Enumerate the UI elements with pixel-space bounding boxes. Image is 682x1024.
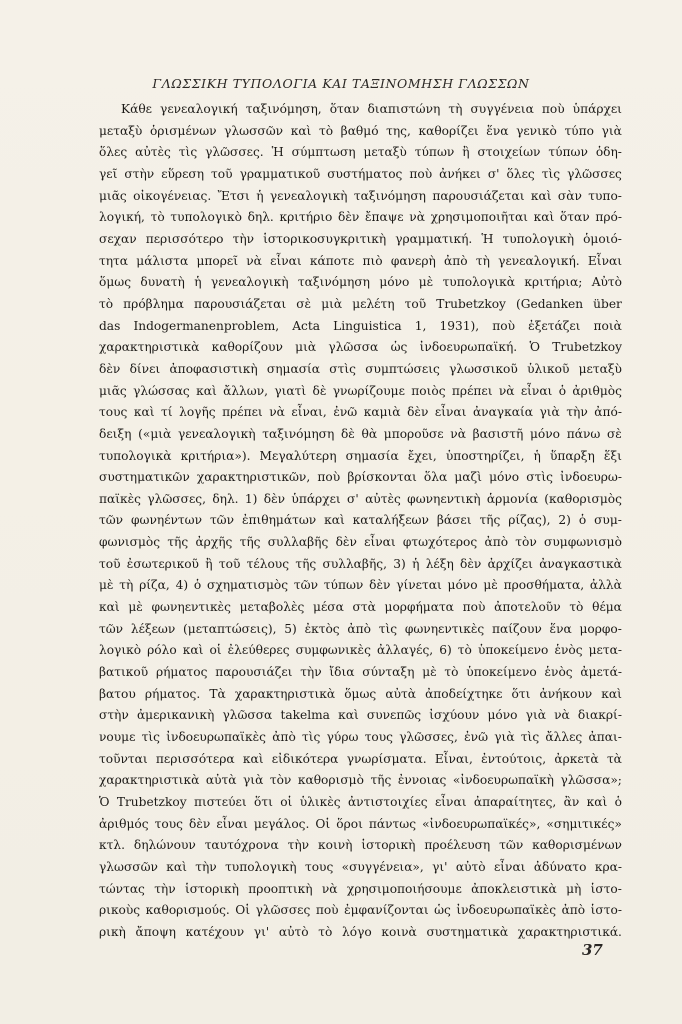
text-line: Ὁ Trubetzkoy πιστεύει ὅτι οἱ ὑλικὲς ἀντιστοιχίες εἶναι ἀπαραίτητες, ἂν καὶ ὁ bbox=[99, 795, 622, 809]
text-line: βατικοῦ ρήματος παρουσιάζει τὴν ἴδια σύνταξη μὲ τὸ ὑποκείμενο ἑνὸς ἀμετά- bbox=[99, 665, 622, 680]
text-line: τώντας τὴν ἱστορικὴ προοπτικὴ νὰ χρησιμοποιήσουμε ἀποκλειστικὰ μὴ ἱστο- bbox=[99, 881, 622, 896]
text-line: δειξη («μιὰ γενεαλογικὴ ταξινόμηση δὲ θὰ μποροῦσε νὰ βασιστῆ μόνο πάνω σὲ bbox=[99, 426, 622, 441]
text-line: τῶν λέξεων (μεταπτώσεις), 5) ἐκτὸς ἀπὸ τὶς φωνηεντικὲς παίζουν ἕνα μορφο- bbox=[99, 621, 622, 636]
text-line: Κάθε γενεαλογική ταξινόμηση, ὅταν διαπιστώνη τὴ συγγένεια ποὺ ὑπάρχει bbox=[121, 102, 622, 116]
text-line: στὴν ἀμερικανικὴ γλῶσσα takelma καὶ συνεπῶς ἰσχύουν μόνο γιὰ νὰ διακρί- bbox=[99, 708, 622, 723]
text-line: ρικοὺς καθορισμούς. Οἱ γλῶσσες ποὺ ἐμφανίζονται ὡς ἰνδοευρωπαϊκὲς ἀπὸ ἱστο- bbox=[99, 903, 622, 918]
text-line: γλωσσῶν καὶ τὴν τυπολογικὴ τους «συγγένεια», γι' αὐτὸ εἶναι ἀδύνατο κρα- bbox=[99, 859, 622, 874]
text-line: δὲν δίνει ἀποφασιστικὴ σημασία στὶς συμπτώσεις γλωσσικοῦ ὑλικοῦ μεταξὺ bbox=[99, 361, 622, 376]
text-line: λογική, τὸ τυπολογικὸ δηλ. κριτήριο δὲν ἔπαψε νὰ χρησιμοποιῆται καὶ ὅταν πρό- bbox=[99, 210, 622, 225]
text-line: τητα μάλιστα μπορεῖ νὰ εἶναι κάποτε πιὸ φανερὴ ἀπὸ τὴ γενεαλογική. Εἶναι bbox=[99, 253, 622, 268]
text-line: παϊκὲς γλῶσσες, δηλ. 1) δὲν ὑπάρχει σ' αὐτὲς φωνηεντικὴ ἁρμονία (καθορισμὸς bbox=[99, 491, 622, 506]
text-line: μὲ τὴ ρίζα, 4) ὁ σχηματισμὸς τῶν τύπων δὲν γίνεται μόνο μὲ προσθήματα, ἀλλὰ bbox=[99, 578, 622, 593]
text-line: ὅλες αὐτὲς τὶς γλῶσσες. Ἡ σύμπτωση μεταξὺ τύπων ἢ στοιχείων τύπων ὁδη- bbox=[99, 145, 622, 160]
text-line: das Indogermanenproblem, Acta Linguistica 1, 1931), ποὺ ἐξετάζει ποιὰ bbox=[99, 318, 622, 333]
text-line: βατου ρήματος. Τὰ χαρακτηριστικὰ ὅμως αὐτὰ ἀποδείχτηκε ὅτι ἀνήκουν καὶ bbox=[99, 686, 622, 701]
text-line: μεταξὺ ὁρισμένων γλωσσῶν καὶ τὸ βαθμό της, καθορίζει ἕνα γενικὸ τύπο γιὰ bbox=[99, 123, 622, 138]
running-title: ΓΛΩΣΣΙΚΗ ΤΥΠΟΛΟΓΙΑ ΚΑΙ ΤΑΞΙΝΟΜΗΣΗ ΓΛΩΣΣΩΝ bbox=[152, 76, 530, 91]
text-line: καὶ μὲ φωνηεντικὲς μεταβολὲς μέσα στὰ μορφήματα ποὺ ἀποτελοῦν τὸ θέμα bbox=[99, 600, 622, 615]
body-text bbox=[99, 99, 622, 944]
text-line: τους καὶ τί λογῆς πρέπει νὰ εἶναι, ἐνῶ καμιὰ δὲν εἶναι ἀναγκαία γιὰ τὴν ἀπό- bbox=[99, 405, 622, 420]
text-line: τοῦνται περισσότερα καὶ εἰδικότερα γνωρίσματα. Εἶναι, ἐντούτοις, ἀρκετὰ τὰ bbox=[99, 751, 622, 766]
text-line: κτλ. δηλώνουν ταυτόχρονα τὴν κοινὴ ἱστορικὴ προέλευση τῶν καθορισμένων bbox=[99, 838, 622, 853]
text-line: συστηματικῶν χαρακτηριστικῶν, ποὺ βρίσκονται ὅλα μαζὶ μόνο στὶς ἰνδοευρω- bbox=[99, 470, 622, 485]
text-line: τὸ πρόβλημα παρουσιάζεται σὲ μιὰ μελέτη τοῦ Trubetzkoy (Gedanken über bbox=[99, 296, 622, 311]
text-line: ρικὴ ἄποψη κατέχουν γι' αὐτὸ τὸ λόγο κοινὰ συστηματικὰ χαρακτηριστικά. bbox=[99, 924, 622, 939]
text-line: φωνισμὸς τῆς ἀρχῆς τῆς συλλαβῆς δὲν εἶναι φτωχότερος ἀπὸ τὸν συμφωνισμὸ bbox=[99, 535, 622, 550]
text-line: ὅμως δυνατὴ ἡ γενεαλογικὴ ταξινόμηση μόνο μὲ τυπολογικὰ κριτήρια; Αὐτὸ bbox=[99, 275, 622, 290]
text-line: τῶν φωνηέντων τῶν ἐπιθημάτων καὶ καταλήξεων βάσει τῆς ρίζας), 2) ὁ συμ- bbox=[99, 513, 622, 528]
page-number: 37 bbox=[582, 941, 603, 959]
text-line: μιᾶς οἰκογένειας. Ἔτσι ἡ γενεαλογικὴ ταξινόμηση παρουσιάζεται καὶ σὰν τυπο- bbox=[99, 188, 622, 203]
text-line: λογικὸ ρόλο καὶ οἱ ἐλεύθερες συμφωνικὲς ἀλλαγές, 6) τὸ ὑποκείμενο ἑνὸς μετα- bbox=[99, 643, 622, 658]
text-line: νουμε τὶς ἰνδοευρωπαϊκὲς ἀπὸ τὶς γύρω τους γλῶσσες, ἐνῶ γιὰ τὶς ἄλλες ἀπαι- bbox=[99, 730, 622, 745]
text-line: ἀριθμός τους δὲν εἶναι μεγάλος. Οἱ ὅροι πάντως «ἰνδοευρωπαϊκές», «σημιτικές» bbox=[99, 816, 622, 831]
text-line: χαρακτηριστικὰ καθορίζουν μιὰ γλῶσσα ὡς ἰνδοευρωπαϊκή. Ὁ Trubetzkoy bbox=[99, 340, 622, 355]
text-line: τοῦ ἐσωτερικοῦ ἢ τοῦ τέλους τῆς συλλαβῆς, 3) ἡ λέξη δὲν ἀρχίζει ἀναγκαστικὰ bbox=[99, 556, 622, 571]
text-line: τυπολογικὰ κριτήρια»). Μεγαλύτερη σημασία ἔχει, ὑποστηρίζει, ἡ ὕπαρξη ἕξι bbox=[99, 448, 622, 463]
text-line: χαρακτηριστικὰ αὐτὰ γιὰ τὸν καθορισμὸ τῆς ἐννοιας «ἰνδοευρωπαϊκὴ γλῶσσα»; bbox=[99, 773, 622, 788]
text-line: μιᾶς γλώσσας καὶ ἄλλων, γιατὶ δὲ γνωρίζουμε ποιὸς πρέπει νὰ εἶναι ὁ ἀριθμὸς bbox=[99, 383, 622, 398]
text-line: γεῖ στὴν εὕρεση τοῦ γραμματικοῦ συστήματος ποὺ ἀνήκει σ' ὅλες τὶς γλῶσσες bbox=[99, 166, 622, 181]
text-line: σεχαν περισσότερο τὴν ἱστορικοσυγκριτικὴ γραμματική. Ἡ τυπολογικὴ ὁμοιό- bbox=[99, 231, 622, 246]
